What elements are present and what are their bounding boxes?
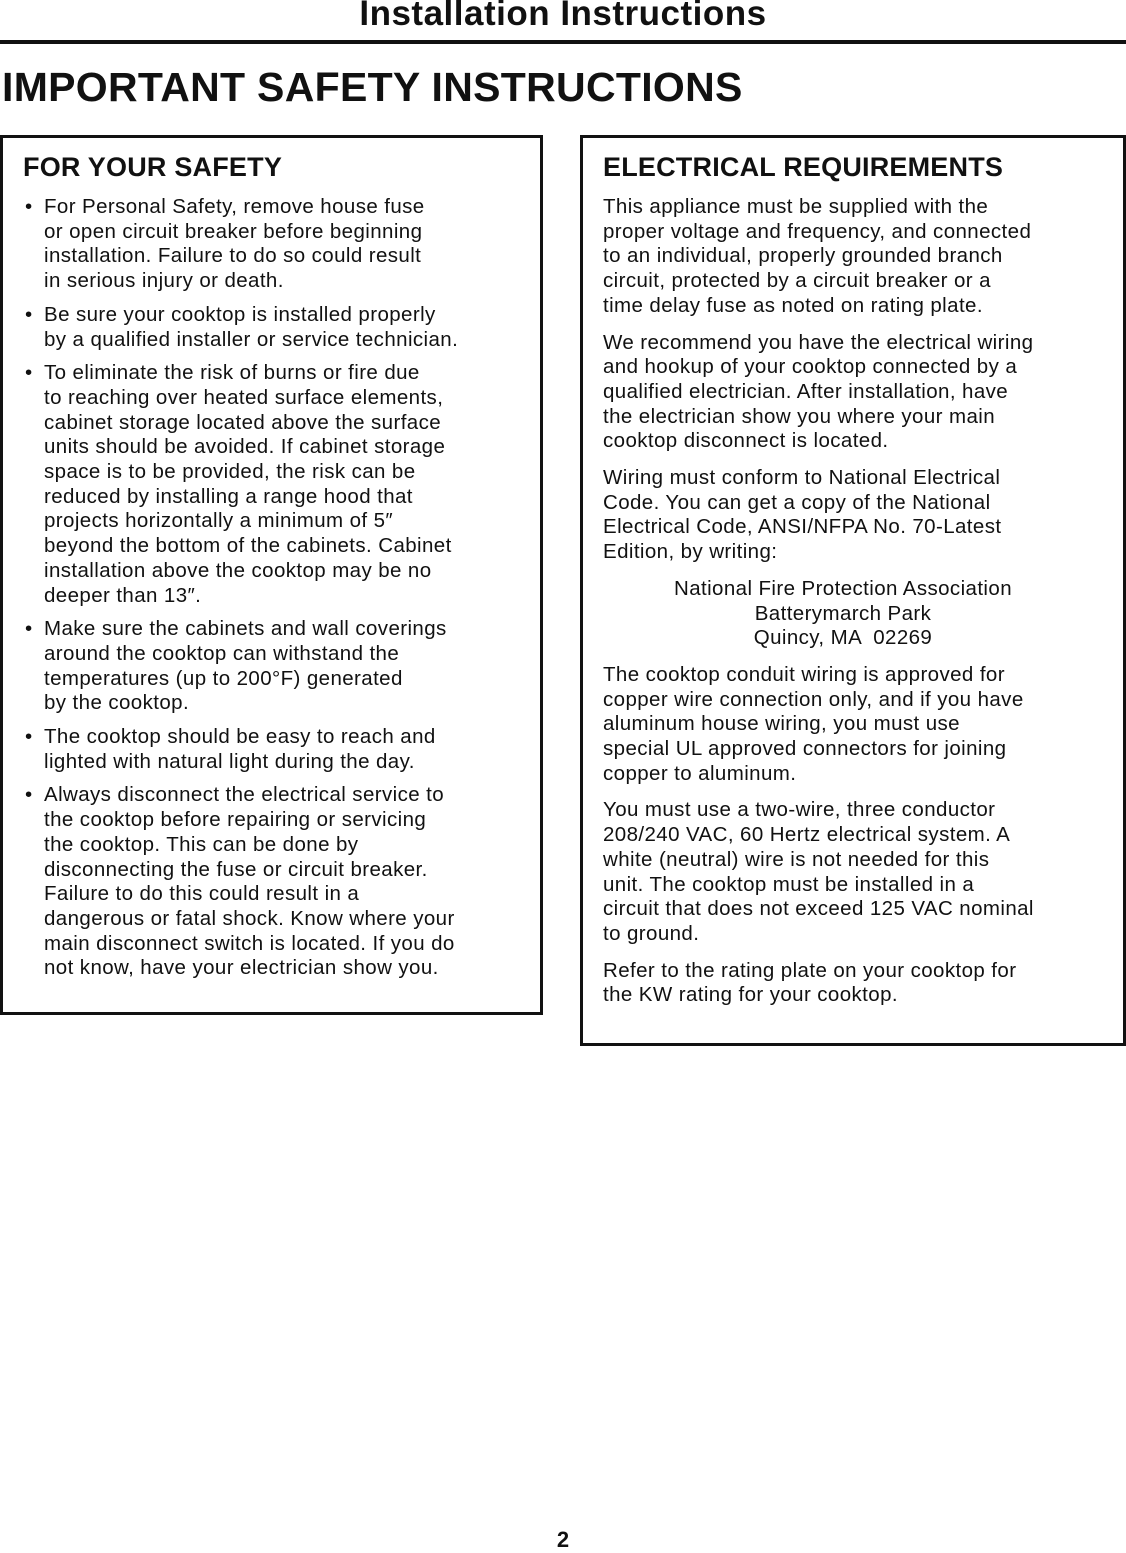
- list-item: [23, 617, 526, 716]
- safety-bullet-list: [23, 195, 526, 981]
- list-item: [23, 783, 526, 981]
- address-line-street: Batterymarch Park: [754, 601, 932, 625]
- electrical-paragraph-supply: This appliance must be supplied with the proper voltage and frequency, and connected to an individual, properly grounded branch circuit, protected by a circuit breaker or a time delay fuse as noted on rating plate.: [603, 195, 1032, 317]
- page-number: 2: [556, 1527, 570, 1552]
- document-header-title: Installation Instructions: [359, 0, 767, 33]
- bullet-icon: •: [25, 361, 33, 385]
- header-divider: [0, 40, 1126, 44]
- electrical-paragraph-rating: Refer to the rating plate on your cooktop for the KW rating for your cooktop.: [603, 958, 1017, 1007]
- bullet-icon: •: [25, 783, 33, 807]
- list-item: [23, 195, 526, 294]
- safety-box-title: FOR YOUR SAFETY: [23, 152, 283, 182]
- nfpa-address: [603, 577, 1113, 651]
- electrical-paragraph-code: Wiring must conform to National Electrical Code. You can get a copy of the National Electrical Code, ANSI/NFPA No. 70-Latest Edition, by writing:: [603, 466, 1002, 564]
- bullet-icon: •: [25, 617, 33, 641]
- list-item-text: Always disconnect the electrical service to the cooktop before repairing or servicing the cooktop. This can be done by disconnecting the fuse or circuit breaker. Failure to do this could result in a dangerous or fatal shock. Know where your main disconnect switch is located. If you do not know, have your electrician show you.: [44, 783, 455, 980]
- page-title: IMPORTANT SAFETY INSTRUCTIONS: [2, 64, 743, 110]
- electrical-box: [580, 135, 1126, 1046]
- list-item-text: Make sure the cabinets and wall coverings around the cooktop can withstand the temperatures (up to 200°F) generated by the cooktop.: [44, 617, 447, 715]
- list-item-text: To eliminate the risk of burns or fire due to reaching over heated surface elements, cabinet storage located above the surface units should be avoided. If cabinet storage space is to be provided, the risk can be reduced by installing a range hood that projects horizontally a minimum of 5″ beyond the bottom of the cabinets. Cabinet installation above the cooktop may be no deeper than 13″.: [44, 361, 452, 607]
- electrical-paragraph-conduit: The cooktop conduit wiring is approved for copper wire connection only, and if you have aluminum house wiring, you must use special UL approved connectors for joining copper to aluminum.: [603, 662, 1024, 785]
- bullet-icon: •: [25, 302, 33, 326]
- address-line-city: Quincy, MA 02269: [753, 626, 933, 650]
- bullet-icon: •: [25, 725, 33, 749]
- address-line-organization: National Fire Protection Association: [673, 576, 1012, 600]
- electrical-paragraph-electrician: We recommend you have the electrical wiring and hookup of your cooktop connected by a qualified electrician. After installation, have the electrician show you where your main cooktop disconnect is located.: [603, 330, 1034, 453]
- bullet-icon: •: [25, 195, 33, 218]
- list-item: [23, 725, 526, 774]
- electrical-body: [603, 195, 1113, 1008]
- electrical-box-title: ELECTRICAL REQUIREMENTS: [603, 152, 1004, 182]
- list-item-text: Be sure your cooktop is installed properly by a qualified installer or service technician.: [44, 302, 459, 351]
- safety-box: [0, 135, 543, 1015]
- list-item: [23, 303, 526, 352]
- electrical-paragraph-system: You must use a two-wire, three conductor 208/240 VAC, 60 Hertz electrical system. A white (neutral) wire is not needed for this unit. The cooktop must be installed in a circuit that does not exceed 125 VAC nominal to ground.: [603, 798, 1034, 945]
- list-item-text: The cooktop should be easy to reach and lighted with natural light during the day.: [44, 725, 436, 773]
- list-item: [23, 361, 526, 608]
- list-item-text: For Personal Safety, remove house fuse or open circuit breaker before beginning installation. Failure to do so could result in serious injury or death.: [44, 195, 425, 293]
